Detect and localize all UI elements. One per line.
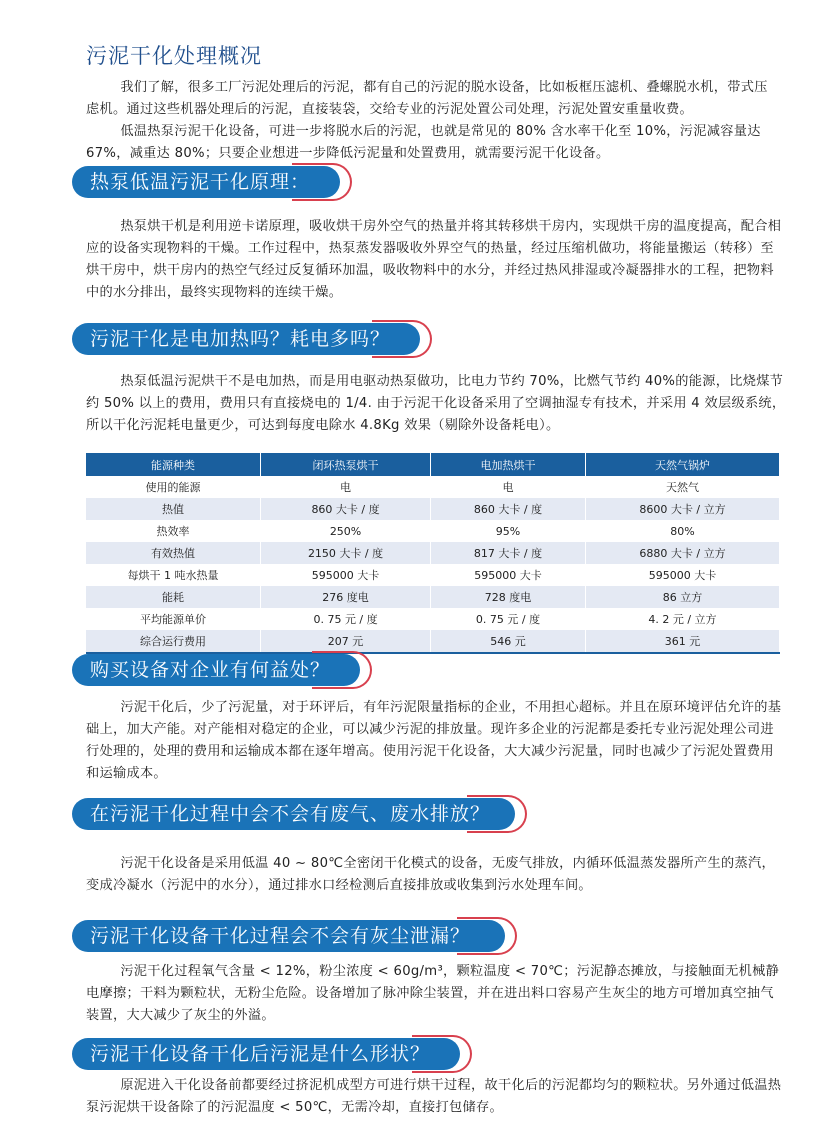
- table-cell: 能耗: [86, 586, 261, 608]
- section-heading-electric: [72, 323, 432, 355]
- table-cell: 860 大卡 / 度: [431, 498, 586, 520]
- principle-paragraph: 热泵烘干机是利用逆卡诺原理，吸收烘干房外空气的热量并将其转移烘干房内，实现烘干房的温度提高，配合相应的设备实现物料的干燥。工作过程中，热泵蒸发器吸收外界空气的热量，经过压缩机做功，将能量搬运（转移）至烘干房中，烘干房内的热空气经过反复循环加温，吸收物料中的水分，并经过热风排湿或冷凝器排水的工程，把物料中的水分排出，最终实现物料的连续干燥。: [86, 219, 782, 300]
- table-header-row: [86, 453, 780, 476]
- table-cell: 546 元: [431, 630, 586, 653]
- intro-paragraph-1: 我们了解，很多工厂污泥处理后的污泥，都有自己的污泥的脱水设备，比如板框压滤机、叠螺脱水机，带式压虑机。通过这些机器处理后的污泥，直接装袋，交给专业的污泥处置公司处理，污泥处置安重量收费。: [86, 80, 768, 117]
- table-cell: 综合运行费用: [86, 630, 261, 653]
- table-row: [86, 520, 780, 542]
- energy-comparison-table: [86, 453, 780, 654]
- table-row: [86, 476, 780, 498]
- table-cell: 8600 大卡 / 立方: [585, 498, 779, 520]
- section-heading-shape: [72, 1038, 472, 1070]
- table-cell: 2150 大卡 / 度: [261, 542, 431, 564]
- table-cell: 95%: [431, 520, 586, 542]
- table-cell: 86 立方: [585, 586, 779, 608]
- table-cell: 热效率: [86, 520, 261, 542]
- section-heading-benefits: [72, 654, 372, 686]
- heading-text: 热泵低温污泥干化原理：: [72, 166, 340, 198]
- heading-accent-arc: [372, 320, 432, 358]
- table-cell: 4. 2 元 / 立方: [585, 608, 779, 630]
- table-cell: 电: [261, 476, 431, 498]
- table-cell: 207 元: [261, 630, 431, 653]
- heading-text: 购买设备对企业有何益处？: [72, 654, 360, 686]
- table-cell: 250%: [261, 520, 431, 542]
- electric-paragraph: 热泵低温污泥烘干不是电加热，而是用电驱动热泵做功，比电力节约 70%，比燃气节约 40%的能源，比烧煤节约 50% 以上的费用，费用只有直接烧电的 1/4. 由于污泥干化设备采用了空调抽湿专有技术，并采用 4 效层级系统，所以干化污泥耗电量更少，可达到每度电除水 4.8Kg 效果（剔除外设备耗电）。: [86, 374, 786, 433]
- table-cell: 每烘干 1 吨水热量: [86, 564, 261, 586]
- table-cell: 电: [431, 476, 586, 498]
- heading-accent-arc: [457, 917, 517, 955]
- table-row: [86, 498, 780, 520]
- table-row: [86, 542, 780, 564]
- heading-text: 污泥干化是电加热吗？耗电多吗？: [72, 323, 420, 355]
- shape-paragraph: 原泥进入干化设备前都要经过挤泥机成型方可进行烘干过程，故干化后的污泥都均匀的颗粒状。另外通过低温热泵污泥烘干设备除了的污泥温度 < 50℃，无需冷却，直接打包储存。: [86, 1078, 782, 1115]
- heading-text: 污泥干化设备干化后污泥是什么形状？: [72, 1038, 460, 1070]
- table-cell: 80%: [585, 520, 779, 542]
- table-row: [86, 608, 780, 630]
- table-cell: 有效热值: [86, 542, 261, 564]
- section-heading-dust: [72, 920, 517, 952]
- heading-text: 在污泥干化过程中会不会有废气、废水排放？: [72, 798, 515, 830]
- table-cell: 平均能源单价: [86, 608, 261, 630]
- heading-accent-arc: [412, 1035, 472, 1073]
- table-cell: 860 大卡 / 度: [261, 498, 431, 520]
- table-cell: 817 大卡 / 度: [431, 542, 586, 564]
- heading-accent-arc: [467, 795, 527, 833]
- intro-section: [86, 77, 780, 165]
- table-cell: 热值: [86, 498, 261, 520]
- table-cell: 595000 大卡: [585, 564, 779, 586]
- section-heading-emissions: [72, 798, 527, 830]
- table-cell: 6880 大卡 / 立方: [585, 542, 779, 564]
- section-heading-principle: [72, 166, 352, 198]
- table-cell: 728 度电: [431, 586, 586, 608]
- table-cell: 0. 75 元 / 度: [431, 608, 586, 630]
- emissions-paragraph: 污泥干化设备是采用低温 40 ~ 80℃全密闭干化模式的设备，无废气排放，内循环低温蒸发器所产生的蒸汽，变成冷凝水（污泥中的水分），通过排水口经检测后直接排放或收集到污水处理车间。: [86, 856, 775, 893]
- table-cell: 使用的能源: [86, 476, 261, 498]
- table-row: [86, 586, 780, 608]
- table-cell: 0. 75 元 / 度: [261, 608, 431, 630]
- table-cell: 361 元: [585, 630, 779, 653]
- header-cell: 能源种类: [86, 453, 261, 476]
- dust-paragraph: 污泥干化过程氧气含量 < 12%，粉尘浓度 < 60g/m³，颗粒温度 < 70℃；污泥静态摊放，与接触面无机械静电摩擦；干料为颗粒状，无粉尘危险。设备增加了脉冲除尘装置，并在进出料口容易产生灰尘的地方可增加真空抽气装置，大大减少了灰尘的外溢。: [86, 964, 780, 1023]
- table-cell: 276 度电: [261, 586, 431, 608]
- table-cell: 595000 大卡: [431, 564, 586, 586]
- header-cell: 天然气锅炉: [585, 453, 779, 476]
- header-cell: 闭环热泵烘干: [261, 453, 431, 476]
- intro-paragraph-2: 低温热泵污泥干化设备，可进一步将脱水后的污泥，也就是常见的 80% 含水率干化至 10%，污泥减容量达 67%，减重达 80%；只要企业想进一步降低污泥量和处置费用，就需要污泥干化设备。: [86, 124, 761, 161]
- table-row: [86, 564, 780, 586]
- table-row: [86, 630, 780, 653]
- heading-accent-arc: [292, 163, 352, 201]
- heading-accent-arc: [312, 651, 372, 689]
- heading-text: 污泥干化设备干化过程会不会有灰尘泄漏？: [72, 920, 505, 952]
- page-title: 污泥干化处理概况: [86, 44, 262, 68]
- benefits-paragraph: 污泥干化后，少了污泥量，对于环评后，有年污泥限量指标的企业，不用担心超标。并且在原环境评估允许的基础上，加大产能。对产能相对稳定的企业，可以减少污泥的排放量。现许多企业的污泥都是委托专业污泥处理公司进行处理的，处理的费用和运输成本都在逐年增高。使用污泥干化设备，大大减少污泥量，同时也减少了污泥处置费用和运输成本。: [86, 700, 782, 781]
- table-cell: 天然气: [585, 476, 779, 498]
- table-cell: 595000 大卡: [261, 564, 431, 586]
- header-cell: 电加热烘干: [431, 453, 586, 476]
